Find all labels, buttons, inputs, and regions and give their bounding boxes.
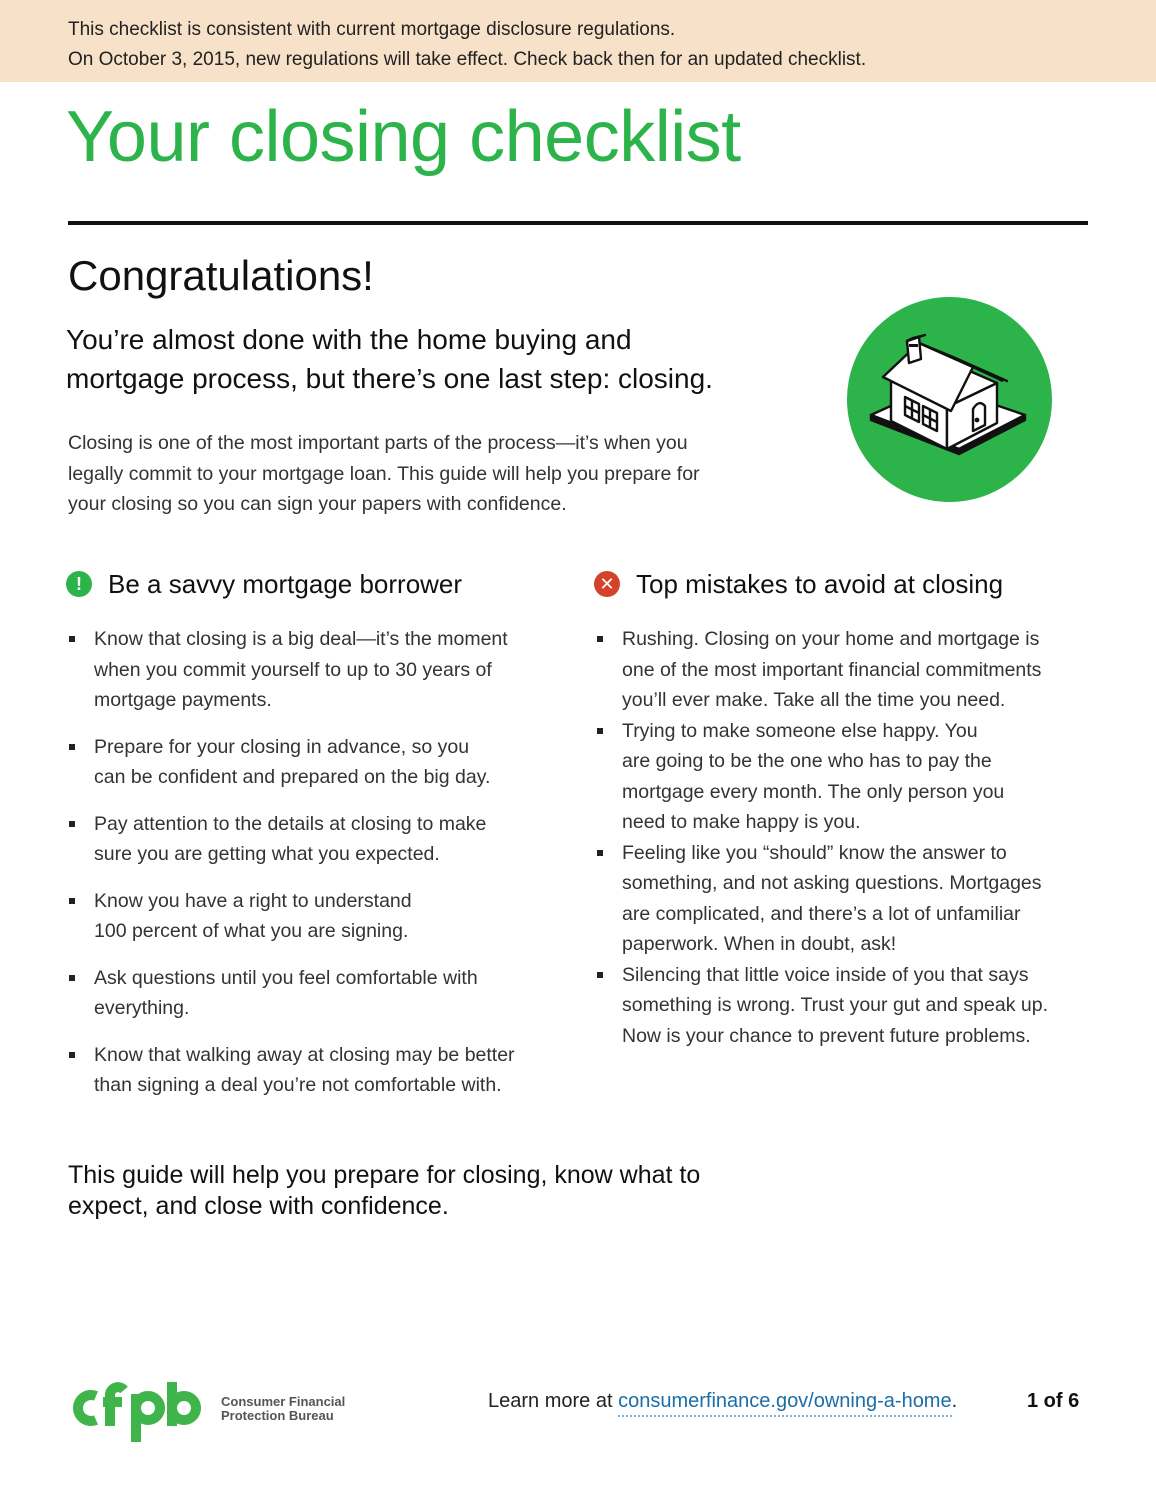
banner-line-2: On October 3, 2015, new regulations will take effect. Check back then for an updated checklist. xyxy=(68,49,867,70)
banner-line-1: This checklist is consistent with current mortgage disclosure regulations. xyxy=(68,19,676,40)
list-item-line: need to make happy is you. xyxy=(622,811,861,833)
page-number: 1 of 6 xyxy=(1027,1390,1080,1412)
list-item-line: can be confident and prepared on the big day. xyxy=(94,766,491,788)
list-item xyxy=(594,838,1094,960)
list-item xyxy=(66,809,566,870)
lead-paragraph xyxy=(66,320,826,398)
closing-statement xyxy=(68,1160,828,1222)
savvy-borrower-list xyxy=(66,624,566,1101)
list-item-line: 100 percent of what you are signing. xyxy=(94,920,409,942)
list-item-line: something, and not asking questions. Mortgages xyxy=(622,872,1042,894)
mistakes-heading-text: Top mistakes to avoid at closing xyxy=(636,568,1004,599)
list-item xyxy=(66,624,566,716)
intro-line-3: your closing so you can sign your papers with confidence. xyxy=(68,493,567,515)
learn-more-prefix: Learn more at xyxy=(488,1390,619,1412)
list-item-line: Trying to make someone else happy. You xyxy=(622,719,978,742)
list-item-line: Pay attention to the details at closing to make xyxy=(94,812,487,835)
mistakes-list xyxy=(594,624,1094,1051)
list-item-line: Know you have a right to understand xyxy=(94,889,412,912)
list-item-line: everything. xyxy=(94,997,190,1019)
list-item-line: Know that walking away at closing may be better xyxy=(94,1043,515,1066)
learn-more xyxy=(488,1390,957,1413)
list-item-line: something is wrong. Trust your gut and speak up. xyxy=(622,994,1048,1016)
list-item xyxy=(66,1040,566,1101)
mistakes-column xyxy=(594,566,1094,1047)
list-item xyxy=(66,732,566,793)
list-item-line: Feeling like you “should” know the answer to xyxy=(622,841,1007,864)
house-illustration xyxy=(847,297,1052,502)
cfpb-wordmark xyxy=(221,1395,345,1423)
mistakes-heading xyxy=(594,566,1094,602)
list-item-line: are complicated, and there’s a lot of unfamiliar xyxy=(622,902,1021,925)
savvy-borrower-heading-text: Be a savvy mortgage borrower xyxy=(108,568,463,599)
list-item-line: you’ll ever make. Take all the time you need. xyxy=(622,689,1006,711)
x-circle-icon: ✕ xyxy=(594,571,620,597)
list-item xyxy=(66,963,566,1024)
list-item-line: Prepare for your closing in advance, so you xyxy=(94,735,470,758)
list-item-line: Now is your chance to prevent future problems. xyxy=(622,1024,1031,1047)
list-item-line: are going to be the one who has to pay the xyxy=(622,750,992,772)
intro-paragraph xyxy=(68,428,808,520)
lead-line-2: mortgage process, but there’s one last step: closing. xyxy=(66,363,713,394)
learn-more-suffix: . xyxy=(951,1390,958,1412)
title-divider xyxy=(68,221,1088,225)
list-item-line: Silencing that little voice inside of you that says xyxy=(622,963,1029,986)
list-item xyxy=(66,886,566,947)
page-title: Your closing checklist xyxy=(66,97,741,177)
cfpb-logo xyxy=(68,1380,208,1442)
congratulations-heading: Congratulations! xyxy=(68,252,374,299)
intro-line-2: legally commit to your mortgage loan. This guide will help you prepare for xyxy=(68,462,700,485)
intro-line-1: Closing is one of the most important parts of the process—it’s when you xyxy=(68,432,688,454)
list-item-line: than signing a deal you’re not comfortable with. xyxy=(94,1074,502,1096)
owning-a-home-link[interactable]: consumerfinance.gov/owning-a-home xyxy=(618,1390,952,1417)
wordmark-line-2: Protection Bureau xyxy=(221,1408,334,1423)
list-item-line: mortgage payments. xyxy=(94,689,272,711)
list-item-line: mortgage every month. The only person you xyxy=(622,780,1005,803)
list-item xyxy=(594,624,1094,716)
list-item-line: Know that closing is a big deal—it’s the moment xyxy=(94,628,508,650)
list-item-line: Rushing. Closing on your home and mortgage is xyxy=(622,628,1040,650)
house-icon xyxy=(847,297,1052,502)
list-item-line: when you commit yourself to up to 30 years of xyxy=(94,658,492,681)
closing-line-2: expect, and close with confidence. xyxy=(68,1192,449,1220)
lead-line-1: You’re almost done with the home buying and xyxy=(66,324,632,355)
list-item-line: paperwork. When in doubt, ask! xyxy=(622,933,897,955)
list-item-line: sure you are getting what you expected. xyxy=(94,843,440,865)
exclamation-circle-icon: ! xyxy=(66,571,92,597)
wordmark-line-1: Consumer Financial xyxy=(221,1394,346,1409)
list-item-line: one of the most important financial commitments xyxy=(622,658,1042,681)
list-item xyxy=(594,960,1094,1052)
closing-line-1: This guide will help you prepare for closing, know what to xyxy=(68,1161,701,1189)
list-item xyxy=(594,716,1094,838)
list-item-line: Ask questions until you feel comfortable with xyxy=(94,966,478,989)
regulation-notice-banner xyxy=(0,0,1156,82)
savvy-borrower-heading xyxy=(66,566,566,602)
savvy-borrower-column xyxy=(66,566,566,1096)
